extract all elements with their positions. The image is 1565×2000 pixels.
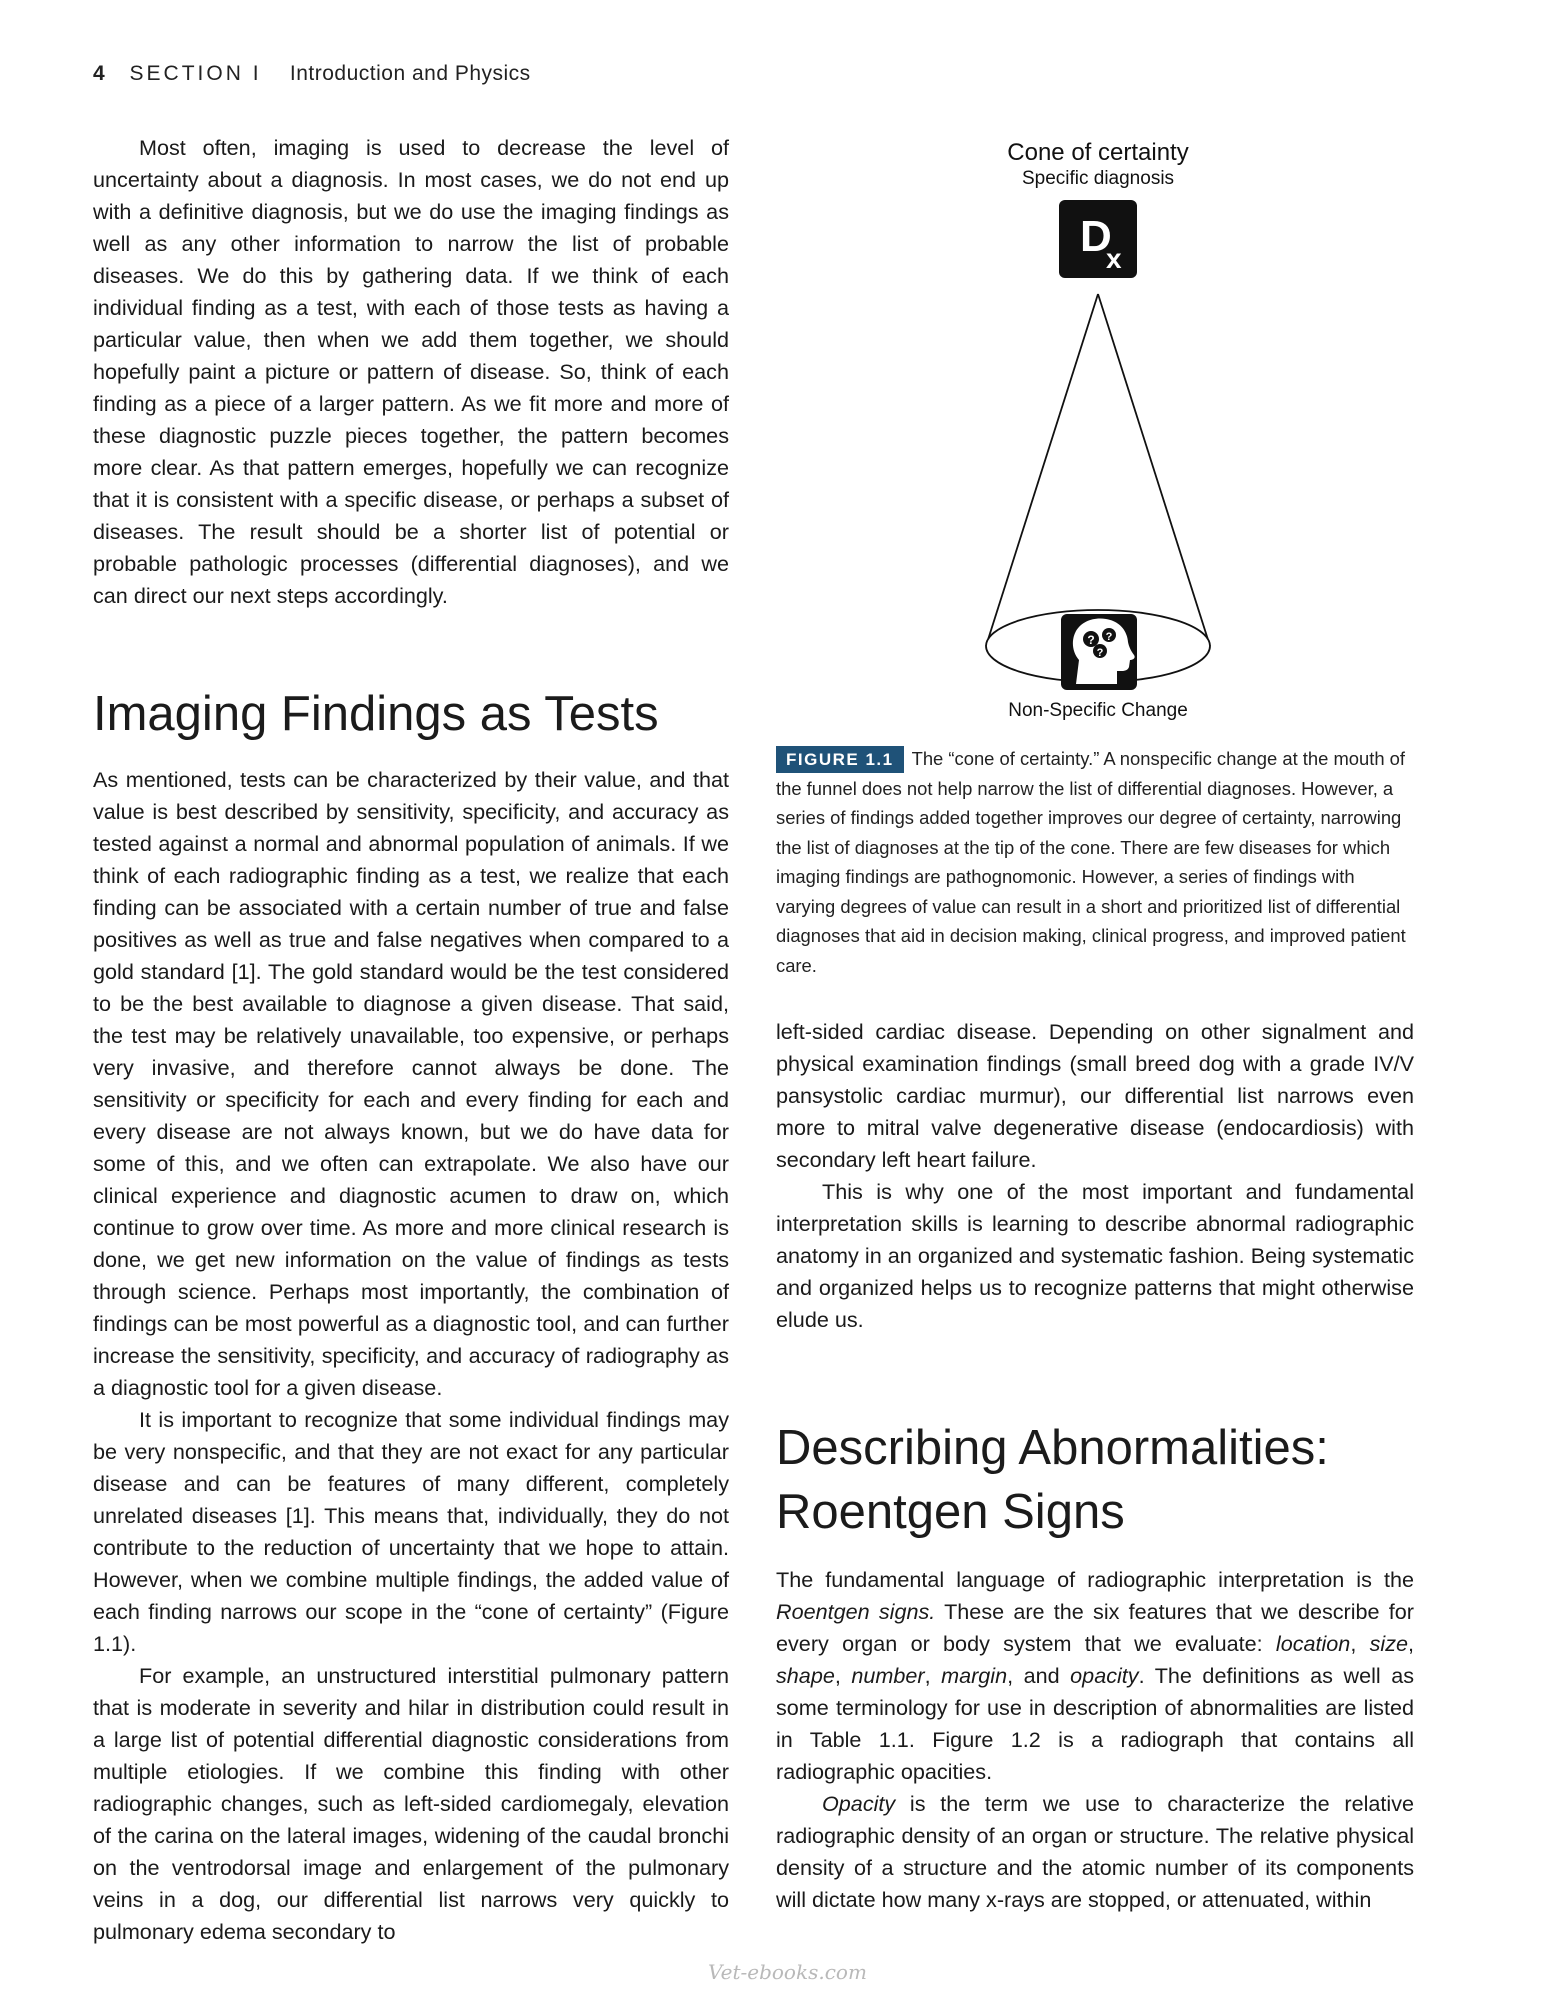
figure-tag: FIGURE 1.1 <box>776 746 904 773</box>
term-roentgen-signs: Roentgen signs. <box>776 1599 936 1624</box>
paragraph: As mentioned, tests can be characterized by their value, and that value is best described by sensitivity, specificity, and accuracy as tested against a normal and abnormal population of animals. If we think of each radiographic finding as a test, we realize that each finding can be associated with a certain number of true and false positives as well as true and false negatives when compared to a gold standard [1]. The gold standard would be the test considered to be the best available to diagnose a given disease. That said, the test may be relatively unavailable, too expensive, or perhaps very invasive, and therefore cannot always be done. The sensitivity or specificity for each and every finding for each and every disease are not always known, but we do have data for some of this, and we often can extrapolate. We also have our clinical experience and diagnostic acumen to draw on, which continue to grow over time. As more and more clinical research is done, we get new information on the value of findings as tests through science. Perhaps most importantly, the combination of findings can be most powerful as a diagnostic tool, and can further increase the sensitivity, specificity, and accuracy of radiography as a diagnostic tool for a given disease. <box>93 767 729 1400</box>
heading-line: Roentgen Signs <box>776 1485 1125 1539</box>
head-questions-icon <box>1061 614 1137 690</box>
paragraph: The fundamental language of radiographic interpretation is the Roentgen signs. These are the six features that we describe for every organ or body system that we evaluate: location, size, shape, number, margin, and opacity. The definitions as well as some terminology for use in description of abnormalities are listed in Table 1.1. Figure 1.2 is a radiograph that contains all radiographic opacities. <box>776 1567 1415 1784</box>
heading-line: Describing Abnormalities: <box>776 1421 1329 1475</box>
svg-text:?: ? <box>1087 633 1095 647</box>
left-column <box>93 132 729 1948</box>
figure-caption <box>776 744 1416 980</box>
section-title: Introduction and Physics <box>289 62 531 85</box>
cone-diagram <box>776 132 1414 732</box>
paragraph: Most often, imaging is used to decrease the level of uncertainty about a diagnosis. In most cases, we do not end up with a definitive diagnosis, but we do use the imaging findings as well as any other information to narrow the list of probable diseases. We do this by gathering data. If we think of each individual finding as a test, with each of those tests as having a particular value, then when we add them together, we should hopefully paint a picture or pattern of disease. So, think of each finding as a piece of a larger pattern. As we fit more and more of these diagnostic puzzle pieces together, the pattern becomes more clear. As that pattern emerges, hopefully we can recognize that it is consistent with a specific disease, or perhaps a subset of diseases. The result should be a shorter list of potential or probable pathologic processes (differential diagnoses), and we can direct our next steps accordingly. <box>93 135 729 608</box>
paragraph: left-sided cardiac disease. Depending on other signalment and physical examination findings (small breed dog with a grade IV/V pansystolic cardiac murmur), our differential list narrows even more to mitral valve degenerative disease (endocardiosis) with secondary left heart failure. <box>776 1019 1414 1172</box>
term-opacity: Opacity <box>822 1791 896 1816</box>
svg-text:?: ? <box>1105 631 1113 643</box>
paragraph: This is why one of the most important and fundamental interpretation skills is learning to describe abnormal radiographic anatomy in an organized and systematic fashion. Being systematic and organized helps us to recognize patterns that might otherwise elude us. <box>776 1179 1414 1332</box>
caption-text: The “cone of certainty.” A nonspecific change at the mouth of the funnel does not help narrow the list of differential diagnoses. However, a series of findings added together improves our degree of certainty, narrowing the list of diagnoses at the tip of the cone. There are few diseases for which imaging findings are pathognomonic. However, a series of findings with varying degrees of value can result in a short and prioritized list of differential diagnoses that aid in decision making, clinical progress, and improved patient care. <box>776 748 1406 976</box>
dx-letter-d: D <box>1080 212 1112 261</box>
term-size: size <box>1369 1631 1409 1656</box>
cone-right-edge <box>1098 294 1210 646</box>
svg-text:?: ? <box>1096 647 1104 659</box>
term-location: location <box>1275 1631 1351 1656</box>
dx-badge-icon <box>1059 200 1137 278</box>
watermark: Vet-ebooks.com <box>708 1960 867 1984</box>
paragraph: Opacity is the term we use to characterize the relative radiographic density of an organ or structure. The relative physical density of a structure and the atomic number of its components will dictate how many x-rays are stopped, or attenuated, within <box>776 1791 1414 1912</box>
term-shape: shape <box>776 1663 835 1688</box>
dx-letter-x: x <box>1106 243 1122 274</box>
cone-left-edge <box>986 294 1098 646</box>
page-number: 4 <box>93 62 106 85</box>
figure-subtitle: Specific diagnosis <box>1021 168 1175 189</box>
figure-title: Cone of certainty <box>1007 139 1189 166</box>
term-number: number <box>851 1663 925 1688</box>
term-opacity: opacity <box>1070 1663 1139 1688</box>
section-heading: Imaging Findings as Tests <box>93 687 659 741</box>
section-label: SECTION I <box>129 62 262 85</box>
figure-cone-of-certainty <box>776 132 1414 732</box>
running-head <box>93 62 531 86</box>
section-heading <box>776 1416 1414 1544</box>
paragraph: It is important to recognize that some individual findings may be very nonspecific, and that they are not exact for any particular disease and can be features of many different, completely unrelated diseases [1]. This means that, individually, they do not contribute to the reduction of uncertainty that we hope to attain. However, when we combine multiple findings, the added value of each finding narrows our scope in the “cone of certainty” (Figure 1.1). <box>93 1407 729 1656</box>
right-column <box>776 1016 1414 1916</box>
term-margin: margin <box>941 1663 1008 1688</box>
figure-bottom-label: Non-Specific Change <box>1008 700 1188 721</box>
paragraph: For example, an unstructured interstitial pulmonary pattern that is moderate in severity and hilar in distribution could result in a large list of potential differential diagnostic considerations from multiple etiologies. If we combine this finding with other radiographic changes, such as left-sided cardiomegaly, elevation of the carina on the lateral images, widening of the caudal bronchi on the ventrodorsal image and enlargement of the pulmonary veins in a dog, our differential list narrows very quickly to pulmonary edema secondary to <box>93 1663 729 1944</box>
